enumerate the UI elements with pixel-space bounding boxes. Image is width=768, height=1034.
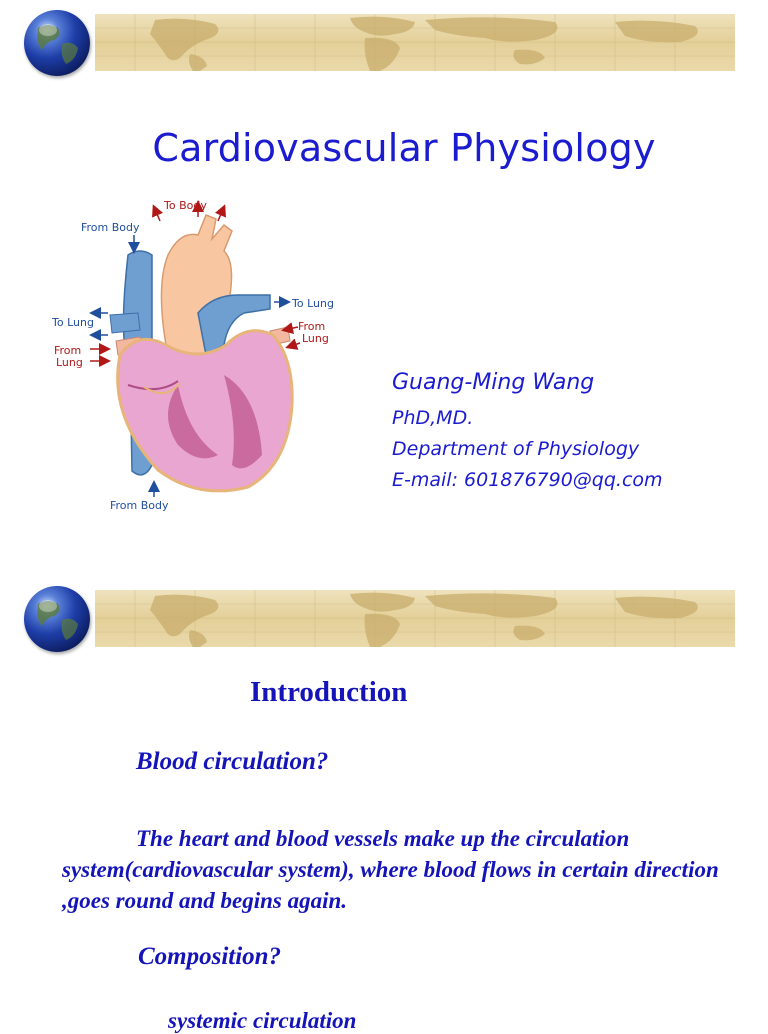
intro-paragraph-text: The heart and blood vessels make up the circulation system(cardiovascular system), where blood flows in certain direction ,goes round and begins again.	[62, 826, 719, 913]
label-from-lung-right-1: From	[298, 320, 326, 333]
intro-paragraph	[62, 823, 722, 916]
label-to-lung-left: To Lung	[52, 316, 94, 329]
world-map-icon	[95, 590, 735, 647]
label-from-lung-left-2: Lung	[56, 356, 83, 369]
label-to-lung-right: To Lung	[292, 297, 334, 310]
label-from-body-top: From Body	[81, 221, 140, 234]
author-degree: PhD,MD.	[392, 407, 474, 429]
author-department: Department of Physiology	[392, 438, 640, 460]
slide-title: Cardiovascular Physiology	[152, 126, 656, 170]
section-title: Introduction	[250, 676, 408, 708]
question-composition: Composition?	[138, 943, 282, 970]
world-map-banner-2	[95, 590, 735, 647]
label-from-lung-right-2: Lung	[302, 332, 329, 345]
question-blood-circulation: Blood circulation?	[136, 748, 329, 775]
label-to-body: To Body	[164, 199, 207, 212]
globe-icon	[24, 586, 90, 652]
label-from-lung-left-1: From	[54, 344, 82, 357]
author-email: E-mail: 601876790@qq.com	[392, 469, 663, 491]
label-from-body-bottom: From Body	[110, 499, 169, 512]
partial-list-item: systemic circulation	[168, 1008, 357, 1033]
author-name: Guang-Ming Wang	[392, 370, 595, 395]
